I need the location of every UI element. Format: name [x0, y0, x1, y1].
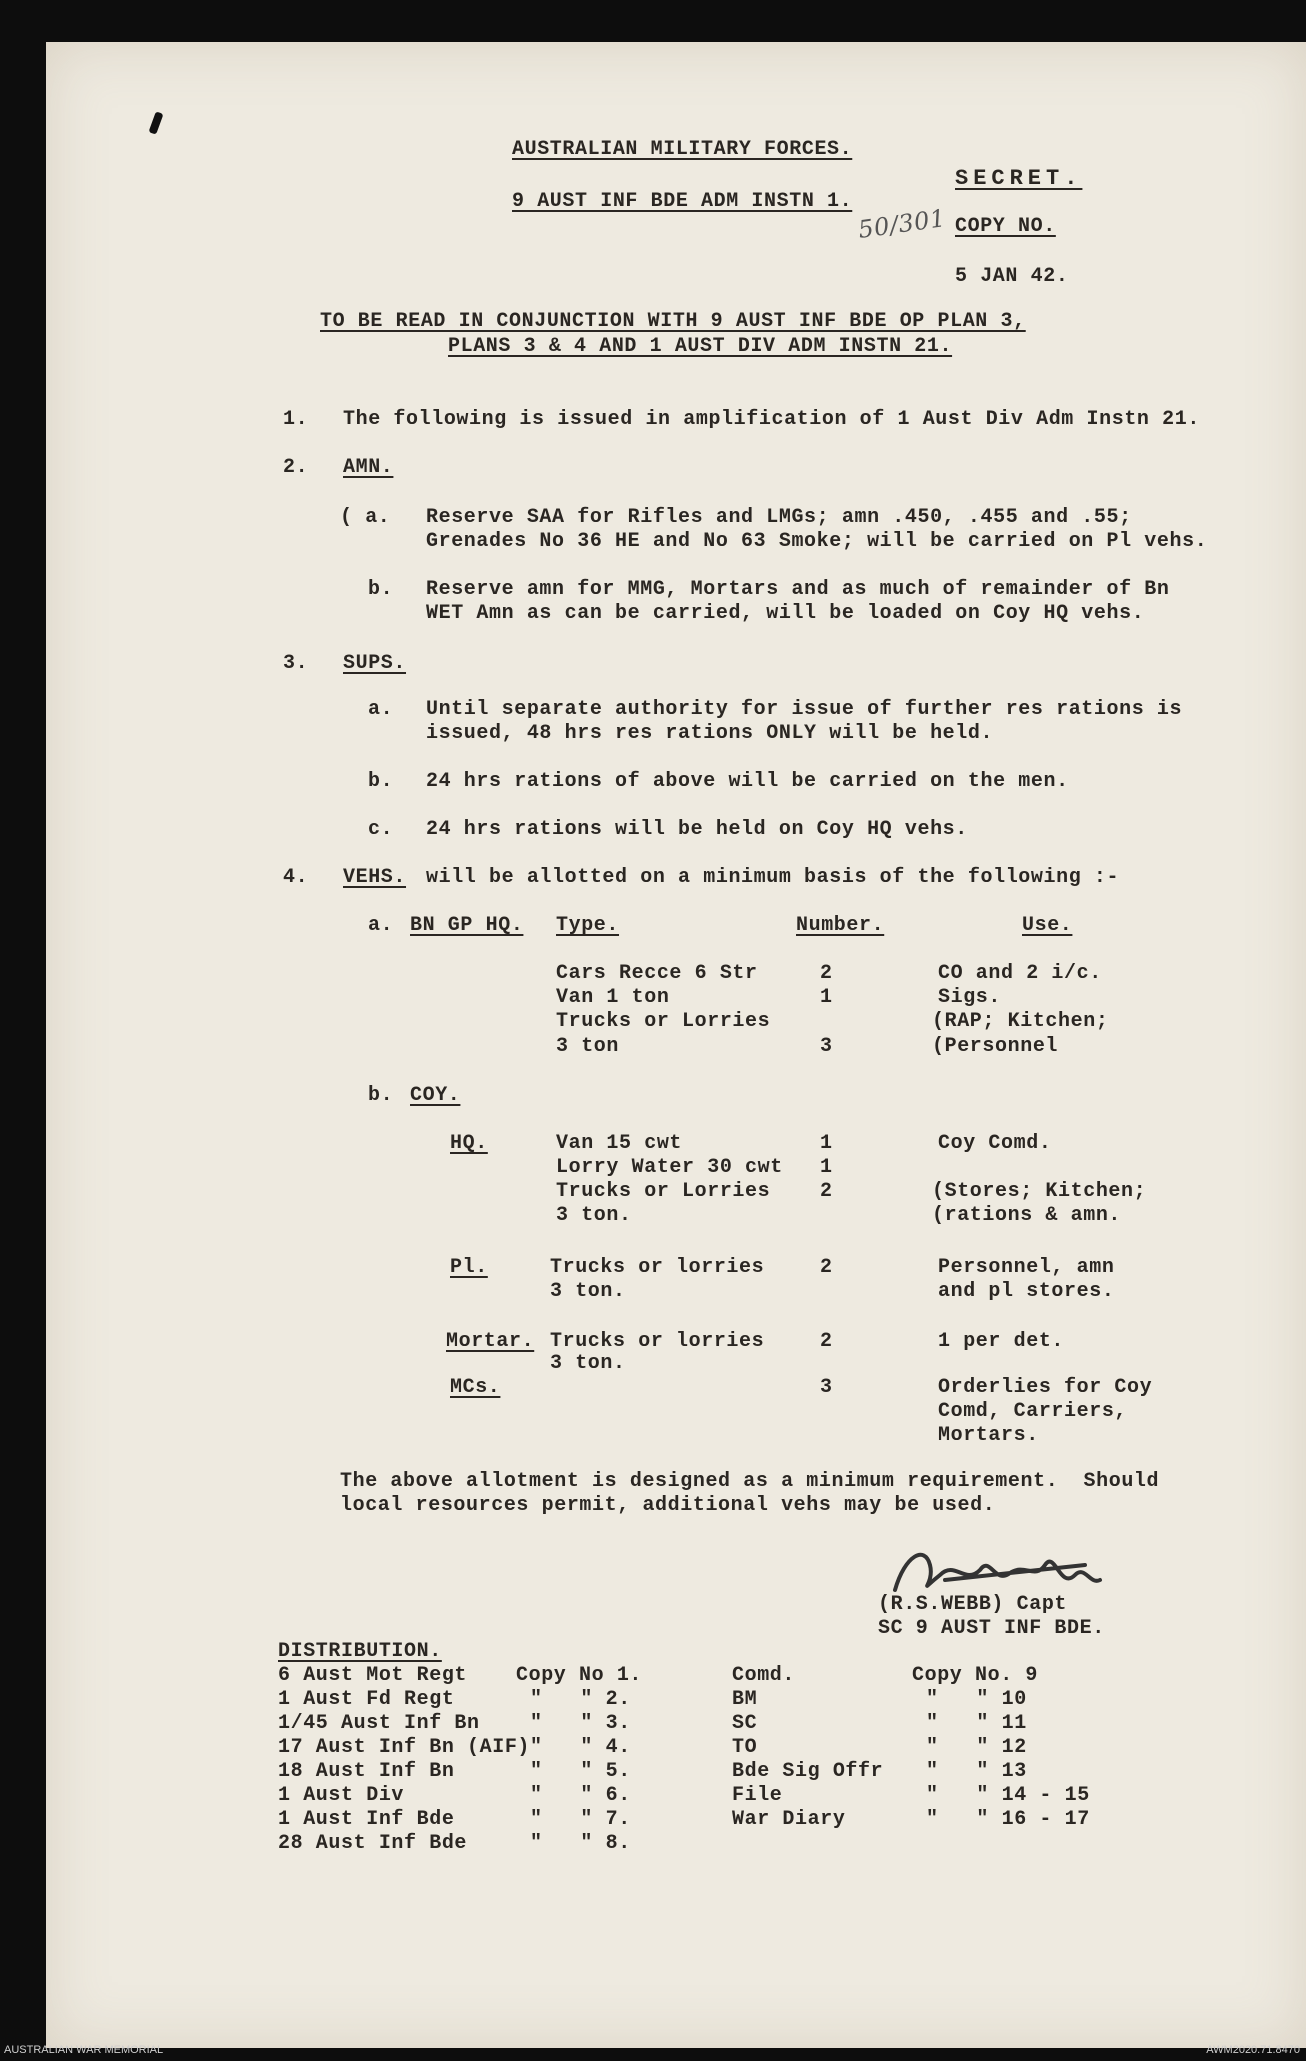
veh-a-use: (RAP; Kitchen; [932, 1010, 1109, 1033]
coy-hq-use: (rations & amn. [932, 1204, 1122, 1227]
coy-hq-type: Trucks or Lorries [556, 1180, 771, 1203]
dist-right-unit: Comd. [732, 1664, 796, 1687]
coy-mcs-use: Mortars. [938, 1424, 1039, 1447]
para-3a-line-1: Until separate authority for issue of further res rations is [426, 698, 1183, 721]
para-3a-label: a. [368, 698, 394, 721]
para-3b-label: b. [368, 770, 394, 793]
dist-left-copy: " " 3. [530, 1712, 631, 1735]
dist-left-copy: " " 8. [530, 1832, 631, 1855]
dist-right-unit: SC [732, 1712, 758, 1735]
footer-accession: AWM2020.71.8470 [1206, 2044, 1300, 2056]
para-3-number: 3. [283, 652, 309, 675]
coy-pl-type: Trucks or lorries [550, 1256, 765, 1279]
veh-a-use: CO and 2 i/c. [938, 962, 1102, 985]
closing-line-1: The above allotment is designed as a minimum requirement. Should [340, 1470, 1160, 1493]
classification: SECRET. [955, 166, 1083, 191]
para-1-text: The following is issued in amplification of 1 Aust Div Adm Instn 21. [343, 408, 1200, 431]
subject-line-1: TO BE READ IN CONJUNCTION WITH 9 AUST INF BDE OP PLAN 3, [320, 310, 1026, 333]
instruction-title: 9 AUST INF BDE ADM INSTN 1. [512, 190, 853, 213]
veh-b-label: b. [368, 1084, 394, 1107]
para-2b-line-1: Reserve amn for MMG, Mortars and as much of remainder of Bn [426, 578, 1170, 601]
para-2-number: 2. [283, 456, 309, 479]
para-4-number: 4. [283, 866, 309, 889]
para-3a-line-2: issued, 48 hrs res rations ONLY will be held. [426, 722, 994, 745]
coy-mortar-type: 3 ton. [550, 1352, 626, 1375]
para-4-heading: VEHS. [343, 866, 407, 889]
dist-right-copy: " " 13 [926, 1760, 1027, 1783]
dist-right-copy: Copy No. 9 [912, 1664, 1039, 1687]
dist-left-copy: " " 7. [530, 1808, 631, 1831]
dist-right-unit: TO [732, 1736, 758, 1759]
para-3b-text: 24 hrs rations of above will be carried on the men. [426, 770, 1069, 793]
coy-mortar-type: Trucks or lorries [550, 1330, 765, 1353]
para-2-heading: AMN. [343, 456, 394, 479]
para-3c-text: 24 hrs rations will be held on Coy HQ vehs. [426, 818, 968, 841]
coy-mortar-use: 1 per det. [938, 1330, 1065, 1353]
coy-hq-label: HQ. [450, 1132, 488, 1155]
para-4-text: will be allotted on a minimum basis of the following :- [426, 866, 1120, 889]
para-2b-line-2: WET Amn as can be carried, will be loaded on Coy HQ vehs. [426, 602, 1145, 625]
para-3-heading: SUPS. [343, 652, 407, 675]
veh-a-type: Cars Recce 6 Str [556, 962, 758, 985]
copy-no-label: COPY NO. [955, 215, 1056, 238]
veh-a-type: Van 1 ton [556, 986, 670, 1009]
dist-left-copy: " " 4. [530, 1736, 631, 1759]
coy-pl-label: Pl. [450, 1256, 488, 1279]
signatory-appointment: SC 9 AUST INF BDE. [878, 1617, 1105, 1640]
dist-left-unit: 17 Aust Inf Bn (AIF) [278, 1736, 531, 1759]
coy-pl-use: and pl stores. [938, 1280, 1115, 1303]
para-2a-line-1: Reserve SAA for Rifles and LMGs; amn .450, .455 and .55; [426, 506, 1132, 529]
document-date: 5 JAN 42. [955, 265, 1069, 288]
veh-a-type: Trucks or Lorries [556, 1010, 771, 1033]
veh-a-number: 3 [820, 1035, 833, 1058]
coy-pl-number: 2 [820, 1256, 833, 1279]
signatory-name: (R.S.WEBB) Capt [878, 1593, 1068, 1616]
dist-left-copy: " " 6. [530, 1784, 631, 1807]
footer-institution: AUSTRALIAN WAR MEMORIAL [4, 2044, 164, 2056]
coy-hq-number: 2 [820, 1180, 833, 1203]
para-2a-line-2: Grenades No 36 HE and No 63 Smoke; will be carried on Pl vehs. [426, 530, 1208, 553]
dist-left-unit: 28 Aust Inf Bde [278, 1832, 468, 1855]
para-1-number: 1. [283, 408, 309, 431]
coy-hq-number: 1 [820, 1156, 833, 1179]
dist-left-unit: 6 Aust Mot Regt [278, 1664, 468, 1687]
coy-mortar-number: 2 [820, 1330, 833, 1353]
dist-left-unit: 1/45 Aust Inf Bn [278, 1712, 480, 1735]
dist-left-unit: 18 Aust Inf Bn [278, 1760, 455, 1783]
coy-pl-use: Personnel, amn [938, 1256, 1115, 1279]
veh-a-use: Sigs. [938, 986, 1002, 1009]
dist-right-unit: Bde Sig Offr [732, 1760, 884, 1783]
dist-right-unit: BM [732, 1688, 758, 1711]
dist-left-unit: 1 Aust Fd Regt [278, 1688, 455, 1711]
para-3c-label: c. [368, 818, 394, 841]
veh-b-heading: COY. [410, 1084, 461, 1107]
coy-hq-type: 3 ton. [556, 1204, 632, 1227]
dist-right-copy: " " 16 - 17 [926, 1808, 1090, 1831]
dist-right-unit: File [732, 1784, 783, 1807]
coy-mcs-number: 3 [820, 1376, 833, 1399]
coy-hq-number: 1 [820, 1132, 833, 1155]
closing-line-2: local resources permit, additional vehs may be used. [340, 1494, 996, 1517]
veh-a-label: a. [368, 914, 394, 937]
dist-right-copy: " " 11 [926, 1712, 1027, 1735]
dist-left-copy: Copy No 1. [516, 1664, 643, 1687]
distribution-title: DISTRIBUTION. [278, 1640, 442, 1663]
dist-left-unit: 1 Aust Inf Bde [278, 1808, 455, 1831]
col-type-header: Type. [556, 914, 620, 937]
dist-right-copy: " " 10 [926, 1688, 1027, 1711]
veh-a-number: 2 [820, 962, 833, 985]
coy-hq-type: Van 15 cwt [556, 1132, 683, 1155]
col-number-header: Number. [796, 914, 885, 937]
coy-hq-use: Coy Comd. [938, 1132, 1052, 1155]
coy-pl-type: 3 ton. [550, 1280, 626, 1303]
org-heading: AUSTRALIAN MILITARY FORCES. [512, 138, 853, 161]
coy-mortar-label: Mortar. [446, 1330, 535, 1353]
dist-left-copy: " " 5. [530, 1760, 631, 1783]
coy-mcs-use: Orderlies for Coy [938, 1376, 1153, 1399]
veh-a-number: 1 [820, 986, 833, 1009]
dist-right-copy: " " 12 [926, 1736, 1027, 1759]
veh-a-heading: BN GP HQ. [410, 914, 524, 937]
dist-right-unit: War Diary [732, 1808, 846, 1831]
coy-hq-type: Lorry Water 30 cwt [556, 1156, 783, 1179]
coy-mcs-label: MCs. [450, 1376, 501, 1399]
handwritten-ref: 50/301 [856, 204, 948, 244]
veh-a-use: (Personnel [932, 1035, 1059, 1058]
veh-a-type: 3 ton [556, 1035, 620, 1058]
coy-hq-use: (Stores; Kitchen; [932, 1180, 1147, 1203]
para-2a-label: ( a. [340, 506, 391, 529]
dist-left-unit: 1 Aust Div [278, 1784, 405, 1807]
dist-right-copy: " " 14 - 15 [926, 1784, 1090, 1807]
col-use-header: Use. [1022, 914, 1073, 937]
para-2b-label: b. [368, 578, 394, 601]
subject-line-2: PLANS 3 & 4 AND 1 AUST DIV ADM INSTN 21. [448, 335, 953, 358]
dist-left-copy: " " 2. [530, 1688, 631, 1711]
coy-mcs-use: Comd, Carriers, [938, 1400, 1128, 1423]
